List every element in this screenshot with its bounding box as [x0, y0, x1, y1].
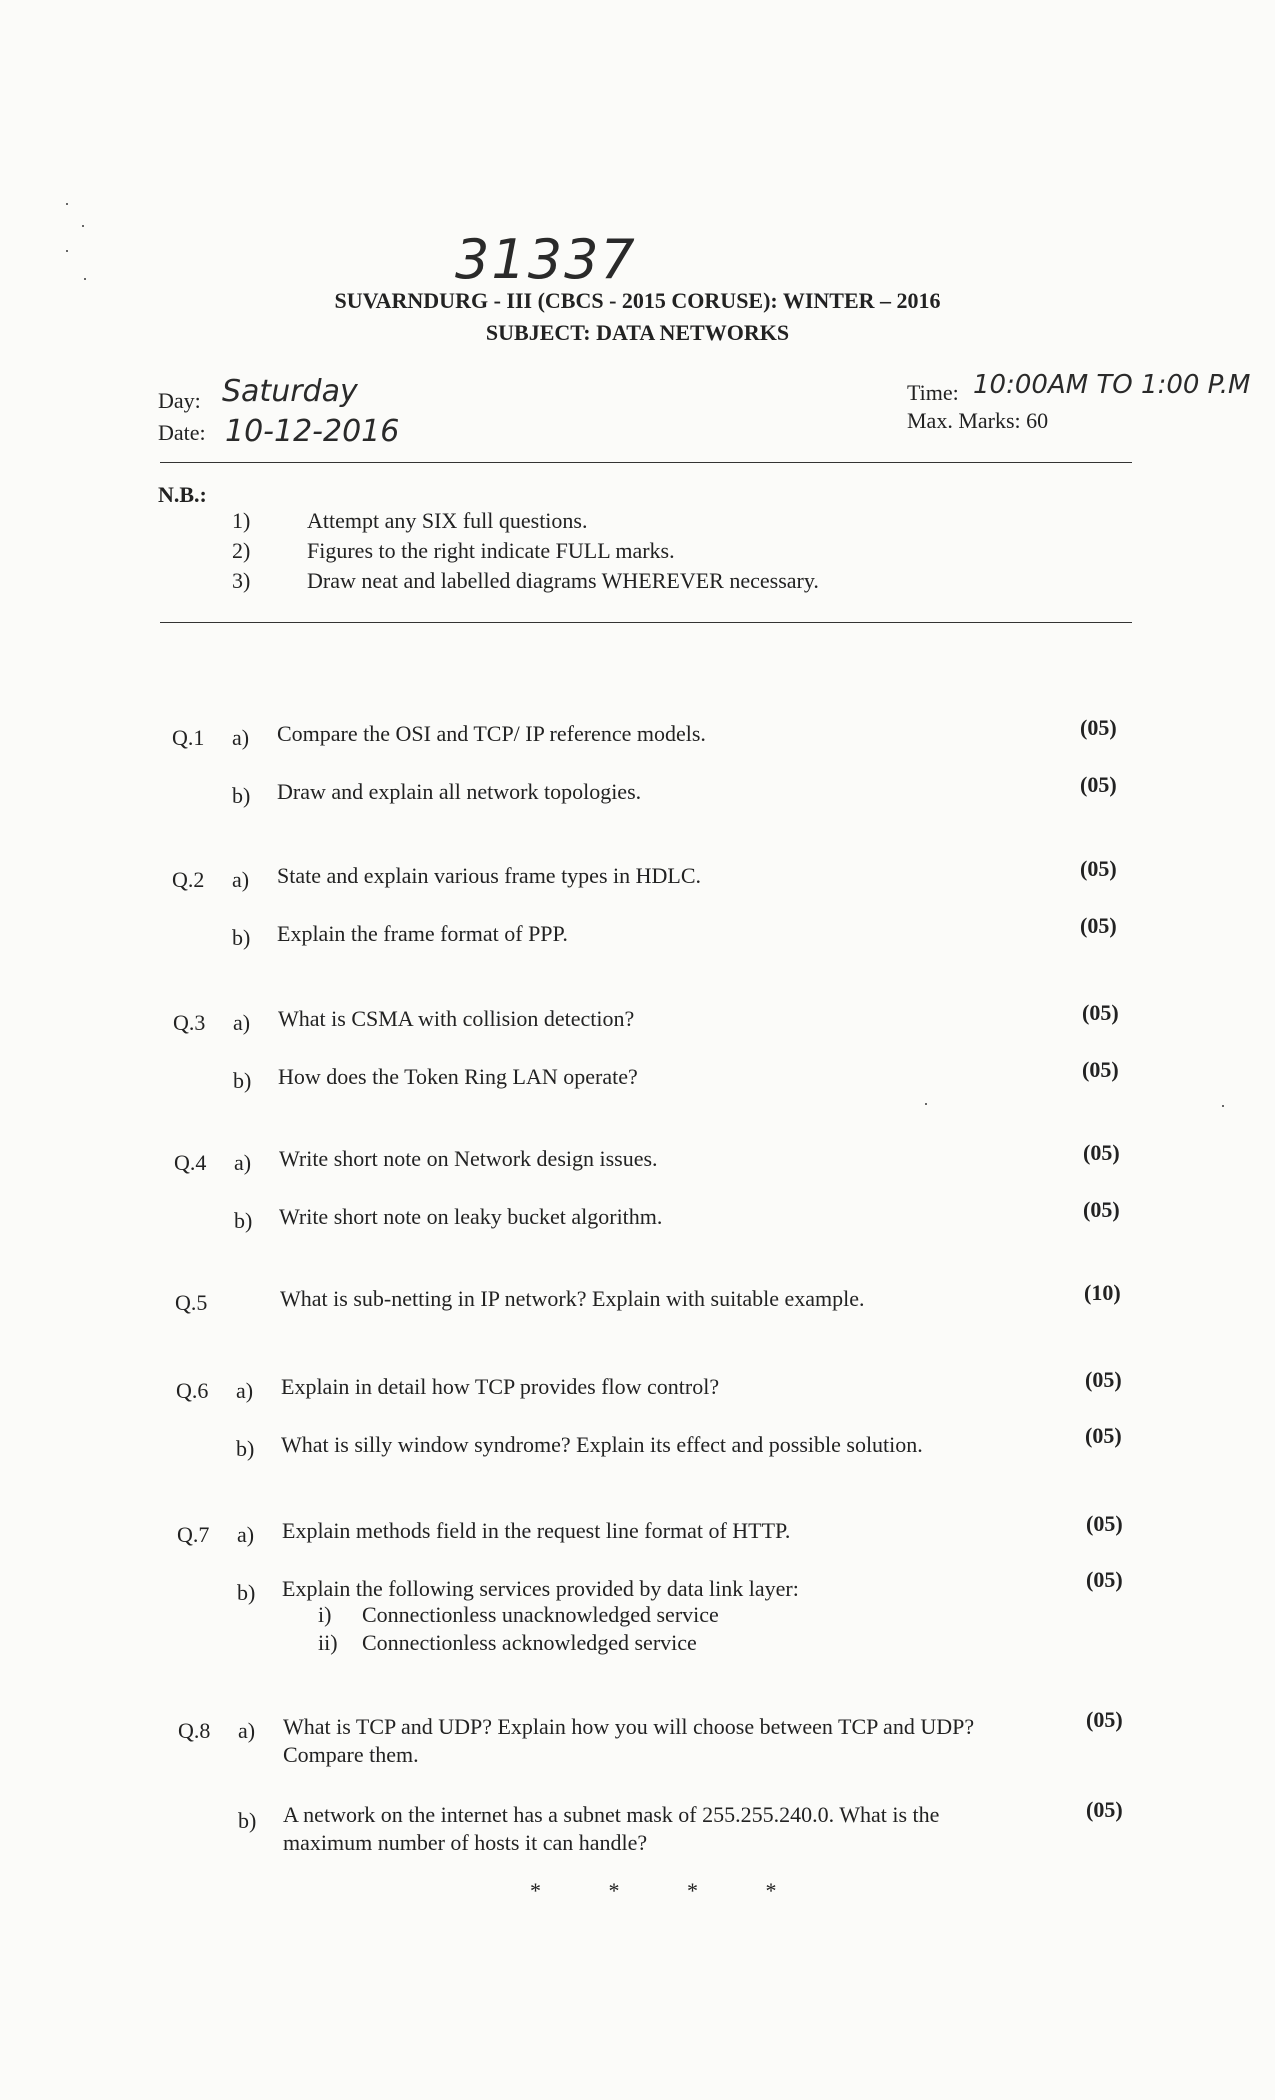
question-text: What is sub-netting in IP network? Explain with suitable example. — [280, 1286, 865, 1311]
question-marks: (05) — [1086, 1707, 1123, 1732]
instruction-text: Draw neat and labelled diagrams WHEREVER necessary. — [307, 568, 819, 593]
date-value: 10-12-2016 — [225, 414, 400, 449]
part-label: a) — [237, 1522, 255, 1547]
day-value: Saturday — [222, 374, 358, 409]
day-label: Day: — [158, 388, 201, 413]
question-text-line: A network on the internet has a subnet mask of 255.255.240.0. What is the — [283, 1802, 940, 1827]
part-label: a) — [234, 1150, 252, 1175]
part-label: a) — [238, 1718, 256, 1743]
end-stars: * * * * — [530, 1878, 778, 1903]
nb-title: N.B.: — [158, 482, 207, 507]
question-number: Q.5 — [175, 1290, 208, 1315]
divider-top — [160, 462, 1132, 463]
part-label: b) — [233, 1068, 252, 1093]
question-marks: (05) — [1083, 1197, 1120, 1222]
date-label: Date: — [158, 420, 206, 445]
paper-code: 31337 — [455, 228, 637, 291]
question-marks: (05) — [1086, 1797, 1123, 1822]
question-number: Q.4 — [174, 1150, 207, 1175]
scan-speck — [66, 250, 68, 252]
instruction-number: 2) — [232, 538, 251, 563]
question-text: Write short note on leaky bucket algorithm. — [279, 1204, 663, 1229]
max-marks: Max. Marks: 60 — [907, 408, 1049, 433]
question-marks: (05) — [1086, 1511, 1123, 1536]
question-marks: (05) — [1083, 1140, 1120, 1165]
question-number: Q.1 — [172, 725, 205, 750]
part-label: b) — [236, 1436, 255, 1461]
subitem-text: Connectionless unacknowledged service — [362, 1602, 719, 1627]
question-text: Draw and explain all network topologies. — [277, 779, 642, 804]
part-label: b) — [232, 783, 251, 808]
instruction-text: Attempt any SIX full questions. — [307, 508, 588, 533]
question-text: Compare the OSI and TCP/ IP reference models. — [277, 721, 706, 746]
exam-title: SUVARNDURG - III (CBCS - 2015 CORUSE): WINTER – 2016 — [334, 288, 941, 313]
question-number: Q.6 — [176, 1378, 209, 1403]
question-marks: (05) — [1086, 1567, 1123, 1592]
question-marks: (05) — [1080, 772, 1117, 797]
question-text: Write short note on Network design issues. — [279, 1146, 658, 1171]
question-marks: (10) — [1084, 1280, 1121, 1305]
question-text: Explain the frame format of PPP. — [277, 921, 568, 946]
scan-speck — [1222, 1105, 1224, 1107]
question-text: Explain in detail how TCP provides flow control? — [281, 1374, 720, 1399]
scan-speck — [82, 225, 84, 227]
question-marks: (05) — [1085, 1367, 1122, 1392]
scan-speck — [66, 203, 68, 205]
part-label: a) — [233, 1010, 251, 1035]
divider-bottom — [160, 622, 1132, 623]
subitem-number: ii) — [318, 1630, 338, 1655]
question-text: State and explain various frame types in HDLC. — [277, 863, 702, 888]
question-text-line: Compare them. — [283, 1742, 419, 1767]
part-label: b) — [234, 1208, 253, 1233]
scan-speck — [925, 1103, 927, 1105]
question-text: Explain the following services provided by data link layer: — [282, 1576, 799, 1601]
instruction-number: 1) — [232, 508, 251, 533]
question-text-line: maximum number of hosts it can handle? — [283, 1830, 648, 1855]
time-value: 10:00AM TO 1:00 P.M — [973, 370, 1251, 400]
question-marks: (05) — [1080, 913, 1117, 938]
part-label: a) — [232, 725, 250, 750]
question-marks: (05) — [1085, 1423, 1122, 1448]
question-number: Q.7 — [177, 1522, 210, 1547]
question-marks: (05) — [1080, 715, 1117, 740]
question-number: Q.3 — [173, 1010, 206, 1035]
time-label: Time: — [907, 380, 959, 405]
subject-title: SUBJECT: DATA NETWORKS — [485, 320, 790, 345]
part-label: a) — [232, 867, 250, 892]
scan-speck — [84, 278, 86, 280]
instruction-number: 3) — [232, 568, 251, 593]
question-marks: (05) — [1080, 856, 1117, 881]
question-text: Explain methods field in the request line format of HTTP. — [282, 1518, 791, 1543]
instruction-text: Figures to the right indicate FULL marks. — [307, 538, 675, 563]
subitem-text: Connectionless acknowledged service — [362, 1630, 697, 1655]
question-number: Q.2 — [172, 867, 205, 892]
question-marks: (05) — [1082, 1057, 1119, 1082]
part-label: a) — [236, 1378, 254, 1403]
question-text: How does the Token Ring LAN operate? — [278, 1064, 638, 1089]
part-label: b) — [232, 925, 251, 950]
question-marks: (05) — [1082, 1000, 1119, 1025]
subitem-number: i) — [318, 1602, 332, 1627]
question-number: Q.8 — [178, 1718, 211, 1743]
part-label: b) — [238, 1808, 257, 1833]
question-text: What is silly window syndrome? Explain its effect and possible solution. — [281, 1432, 923, 1457]
part-label: b) — [237, 1580, 256, 1605]
question-text-line: What is TCP and UDP? Explain how you will choose between TCP and UDP? — [283, 1714, 975, 1739]
question-text: What is CSMA with collision detection? — [278, 1006, 635, 1031]
